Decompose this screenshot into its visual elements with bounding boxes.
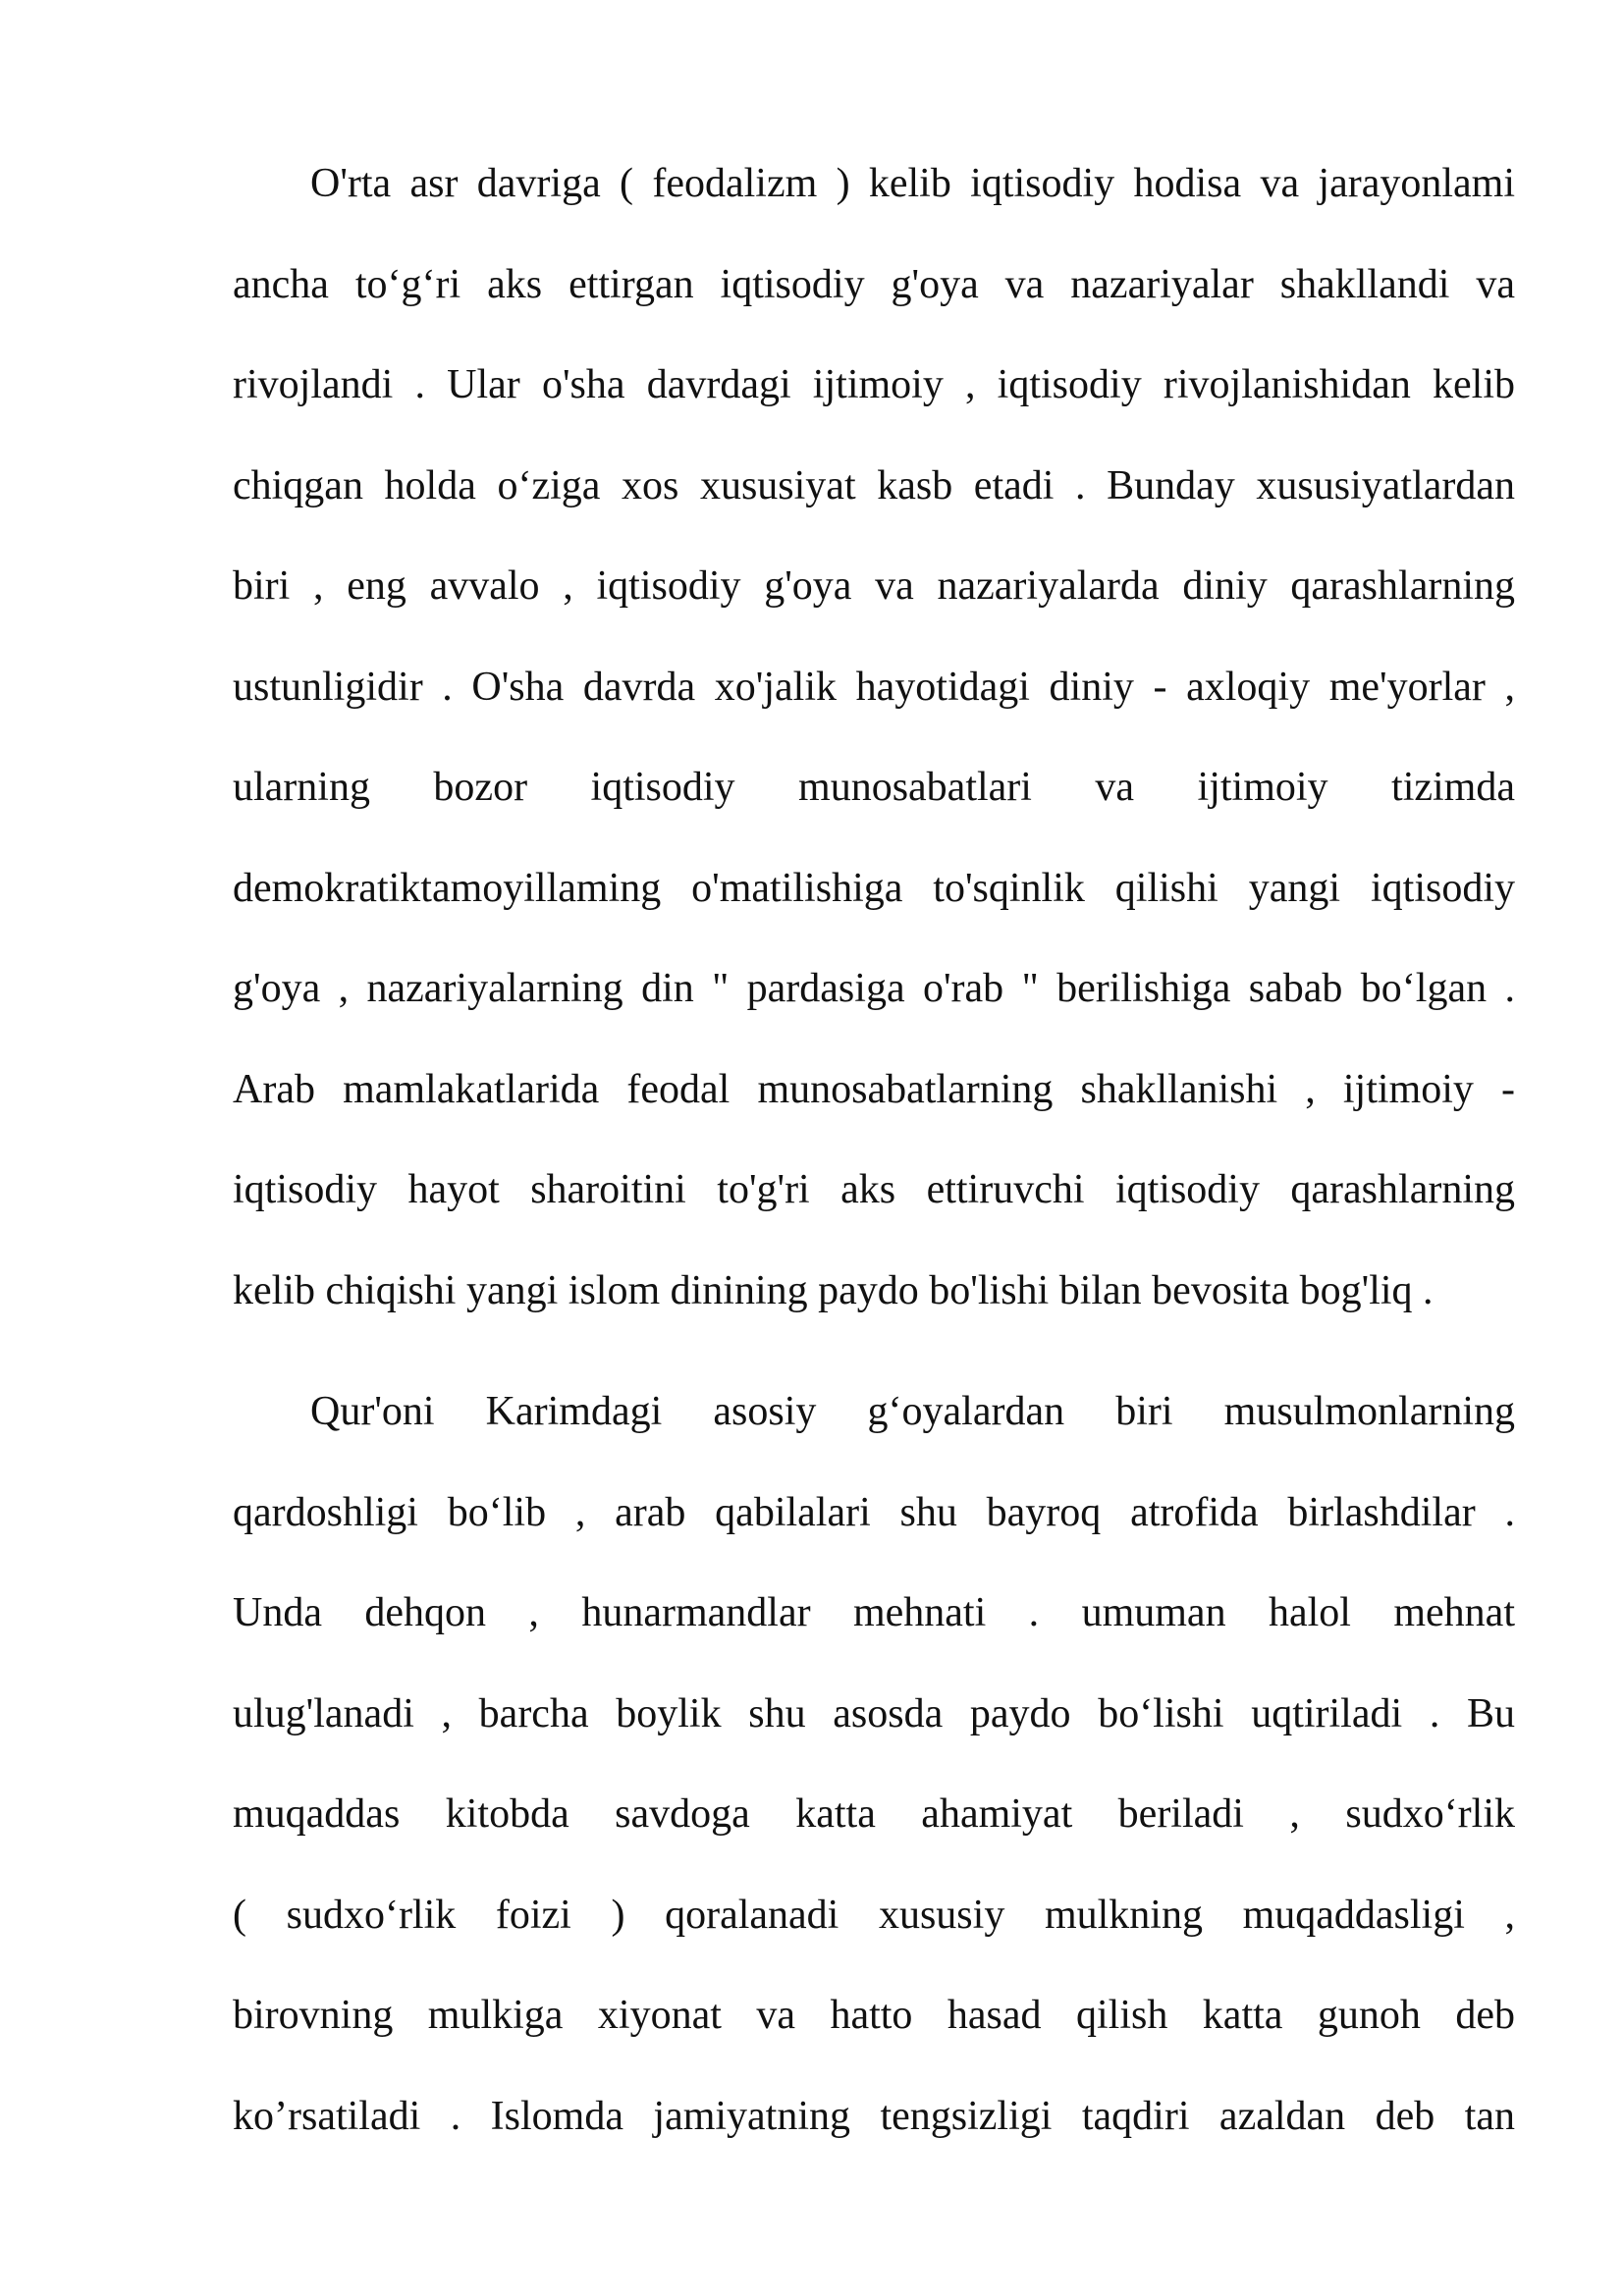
text-line: chiqgan holda o‘ziga xos xususiyat kasb etadi . Bunday xususiyatlardan bbox=[233, 462, 1515, 508]
text-line: ularning bozor iqtisodiy munosabatlari va ijtimoiy tizimda bbox=[233, 765, 1515, 810]
text-line: kelib chiqishi yangi islom dinining paydo bo'lishi bilan bevosita bog'liq . bbox=[233, 1267, 1434, 1313]
body-text bbox=[233, 149, 1515, 2182]
text-line: ( sudxo‘rlik foizi ) qoralanadi xususiy mulkning muqaddasligi , bbox=[233, 1892, 1515, 1938]
text-line: rivojlandi . Ular o'sha davrdagi ijtimoiy , iqtisodiy rivojlanishidan kelib bbox=[233, 362, 1515, 407]
text-line: biri , eng avvalo , iqtisodiy g'oya va nazariyalarda diniy qarashlarning bbox=[233, 563, 1515, 609]
text-line: ustunligidir . O'sha davrda xo'jalik hayotidagi diniy - axloqiy me'yorlar , bbox=[233, 664, 1515, 710]
paragraph-2 bbox=[233, 1377, 1515, 2182]
text-line: Unda dehqon , hunarmandlar mehnati . umuman halol mehnat bbox=[233, 1590, 1515, 1635]
text-line: birovning mulkiga xiyonat va hatto hasad qilish katta gunoh deb bbox=[233, 1993, 1515, 2038]
text-line: Arab mamlakatlarida feodal munosabatlarning shakllanishi , ijtimoiy - bbox=[233, 1066, 1515, 1112]
text-line: Qur'oni Karimdagi asosiy g‘oyalardan biri musulmonlarning bbox=[310, 1389, 1515, 1434]
paragraph-gap bbox=[233, 1357, 1515, 1377]
text-line: iqtisodiy hayot sharoitini to'g'ri aks ettiruvchi iqtisodiy qarashlarning bbox=[233, 1167, 1515, 1212]
paragraph-1 bbox=[233, 149, 1515, 1357]
text-line: ko’rsatiladi . Islomda jamiyatning tengsizligi taqdiri azaldan deb tan bbox=[233, 2093, 1515, 2139]
text-line: g'oya , nazariyalarning din " pardasiga o'rab " berilishiga sabab bo‘lgan . bbox=[233, 966, 1515, 1011]
text-line: muqaddas kitobda savdoga katta ahamiyat beriladi , sudxo‘rlik bbox=[233, 1791, 1515, 1837]
text-line: demokratiktamoyillaming o'matilishiga to'sqinlik qilishi yangi iqtisodiy bbox=[233, 865, 1515, 911]
text-line: O'rta asr davriga ( feodalizm ) kelib iqtisodiy hodisa va jarayonlami bbox=[310, 161, 1515, 206]
text-line: ancha to‘g‘ri aks ettirgan iqtisodiy g'oya va nazariyalar shakllandi va bbox=[233, 261, 1515, 307]
text-line: ulug'lanadi , barcha boylik shu asosda paydo bo‘lishi uqtiriladi . Bu bbox=[233, 1690, 1515, 1736]
text-line: qardoshligi bo‘lib , arab qabilalari shu bayroq atrofida birlashdilar . bbox=[233, 1489, 1515, 1535]
